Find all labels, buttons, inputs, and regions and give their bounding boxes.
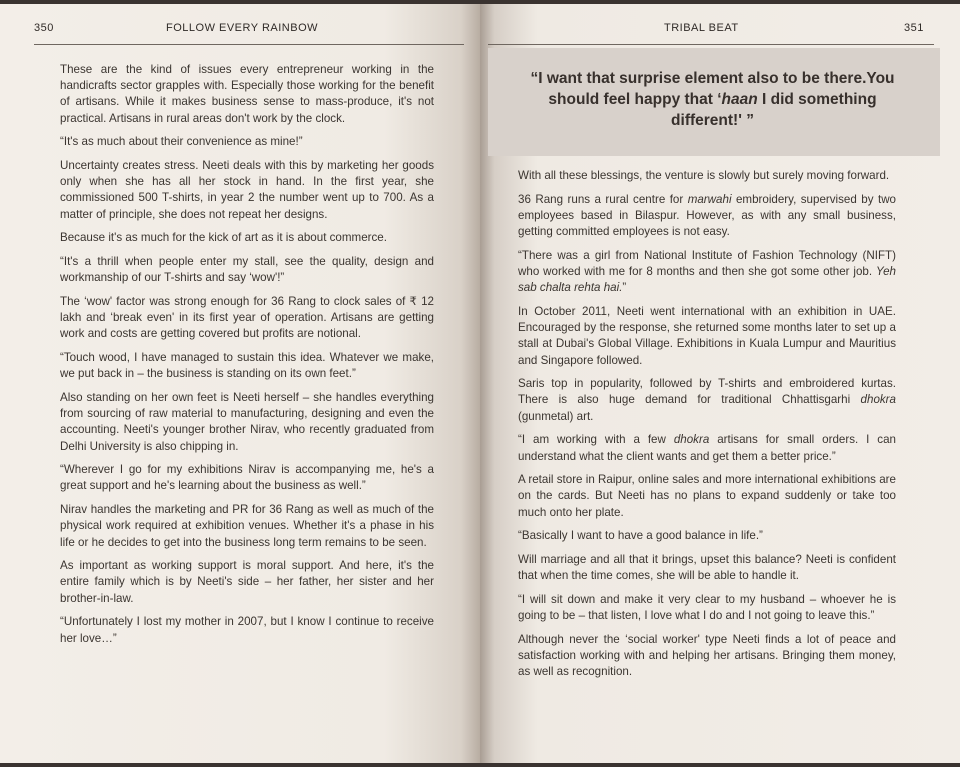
left-paragraph: As important as working support is moral support. And here, it's the entire family which is by Neeti's side – her father, her sister and her brother-in-law.: [60, 559, 434, 605]
left-paragraph: “It's a thrill when people enter my stall, see the quality, design and workmanship of our T-shirts and say ‘wow'!”: [60, 255, 434, 285]
pull-quote: [520, 68, 905, 131]
right-page: [480, 4, 960, 763]
left-paragraph: Because it's as much for the kick of art as it is about commerce.: [60, 231, 387, 245]
left-page: [0, 4, 480, 763]
left-paragraph: The ‘wow' factor was strong enough for 36 Rang to clock sales of ₹ 12 lakh and ‘break even' in its first year of operation. Artisans are getting work and costs are getting covered but profits are notional.: [60, 294, 434, 341]
right-paragraph: Saris top in popularity, followed by T-shirts and embroidered kurtas. There is also huge demand for traditional Chhattisgarhi dhokra (gunmetal) art.: [518, 377, 896, 423]
left-running-head: FOLLOW EVERY RAINBOW: [166, 22, 319, 34]
left-paragraph: “It's as much about their convenience as mine!”: [60, 135, 303, 149]
right-paragraph: 36 Rang runs a rural centre for marwahi embroidery, supervised by two employees based in Bilaspur. However, as with any small business, getting committed employees is not easy.: [518, 192, 897, 239]
right-running-head: TRIBAL BEAT: [664, 22, 739, 34]
right-page-number: 351: [904, 22, 924, 34]
right-paragraph: “I am working with a few dhokra artisans for small orders. I can understand what the client wants and get them a better price.”: [518, 433, 896, 463]
left-paragraph: “Touch wood, I have managed to sustain this idea. Whatever we make, we put back in – the business is standing on its own feet.”: [60, 351, 434, 381]
left-paragraph: Nirav handles the marketing and PR for 36 Rang as well as much of the physical work required at exhibition venues. Whether it's a phase in his life or he decides to get into the business long term remains to be seen.: [60, 503, 434, 549]
right-header-rule: [488, 44, 934, 45]
left-paragraph: Also standing on her own feet is Neeti herself – she handles everything from sourcing of raw material to manufacturing, designing and even the accounting. Neeti's younger brother Nirav, who recently graduated from Delhi University is also chipping in.: [60, 390, 434, 453]
left-page-number: 350: [34, 22, 54, 34]
left-paragraph: “Unfortunately I lost my mother in 2007, but I know I continue to receive her love…”: [60, 615, 434, 645]
left-body-text: [60, 62, 434, 654]
right-paragraph: A retail store in Raipur, online sales and more international exhibitions are on the cards. But Neeti has no plans to expand suddenly or take too much onto her plate.: [518, 473, 896, 519]
left-paragraph: These are the kind of issues every entrepreneur working in the handicrafts sector grapples with. Especially those working for the benefit of artisans. While it makes business sense to mass-produce, it's not practical. Artisans in rural areas don't work by the clock.: [60, 63, 434, 125]
pull-quote-text-end: I did something different!' ”: [671, 91, 877, 129]
left-header-rule: [34, 44, 464, 45]
left-paragraph: Uncertainty creates stress. Neeti deals with this by marketing her goods only when she has all her stock in hand. In the first year, she commissioned 500 T-shirts, in year 2 the number went up to 700. As a matter of principle, she does not repeat her designs.: [60, 159, 434, 221]
right-paragraph: Will marriage and all that it brings, upset this balance? Neeti is confident that when the time comes, she will be able to handle it.: [518, 553, 896, 583]
pull-quote-text: “I want that surprise element also to be there.You should feel happy that ‘: [530, 70, 895, 108]
pull-quote-italic: haan: [721, 91, 758, 108]
right-paragraph: “There was a girl from National Institute of Fashion Technology (NIFT) who worked with me for 8 months and then she got some other job. Yeh sab chalta rehta hai.”: [518, 248, 896, 295]
left-paragraph: “Wherever I go for my exhibitions Nirav is accompanying me, he's a great support and he's learning about the business as well.”: [60, 463, 434, 493]
right-paragraph: In October 2011, Neeti went international with an exhibition in UAE. Encouraged by the response, she returned some months later to set up a stall at Dubai's Global Village. Exhibitions in Kuala Lumpur and Mauritius and Singapore followed.: [518, 304, 896, 367]
right-paragraph: “I will sit down and make it very clear to my husband – whoever he is going to be – that listen, I love what I do and I not going to leave this.”: [518, 592, 896, 623]
right-paragraph: With all these blessings, the venture is slowly but surely moving forward.: [518, 169, 890, 182]
right-paragraph: “Basically I want to have a good balance in life.”: [518, 529, 763, 543]
right-body-text: [518, 168, 896, 688]
right-paragraph: Although never the ‘social worker' type Neeti finds a lot of peace and satisfaction working with and helping her artisans. Bringing them money, as well as recognition.: [518, 632, 896, 679]
